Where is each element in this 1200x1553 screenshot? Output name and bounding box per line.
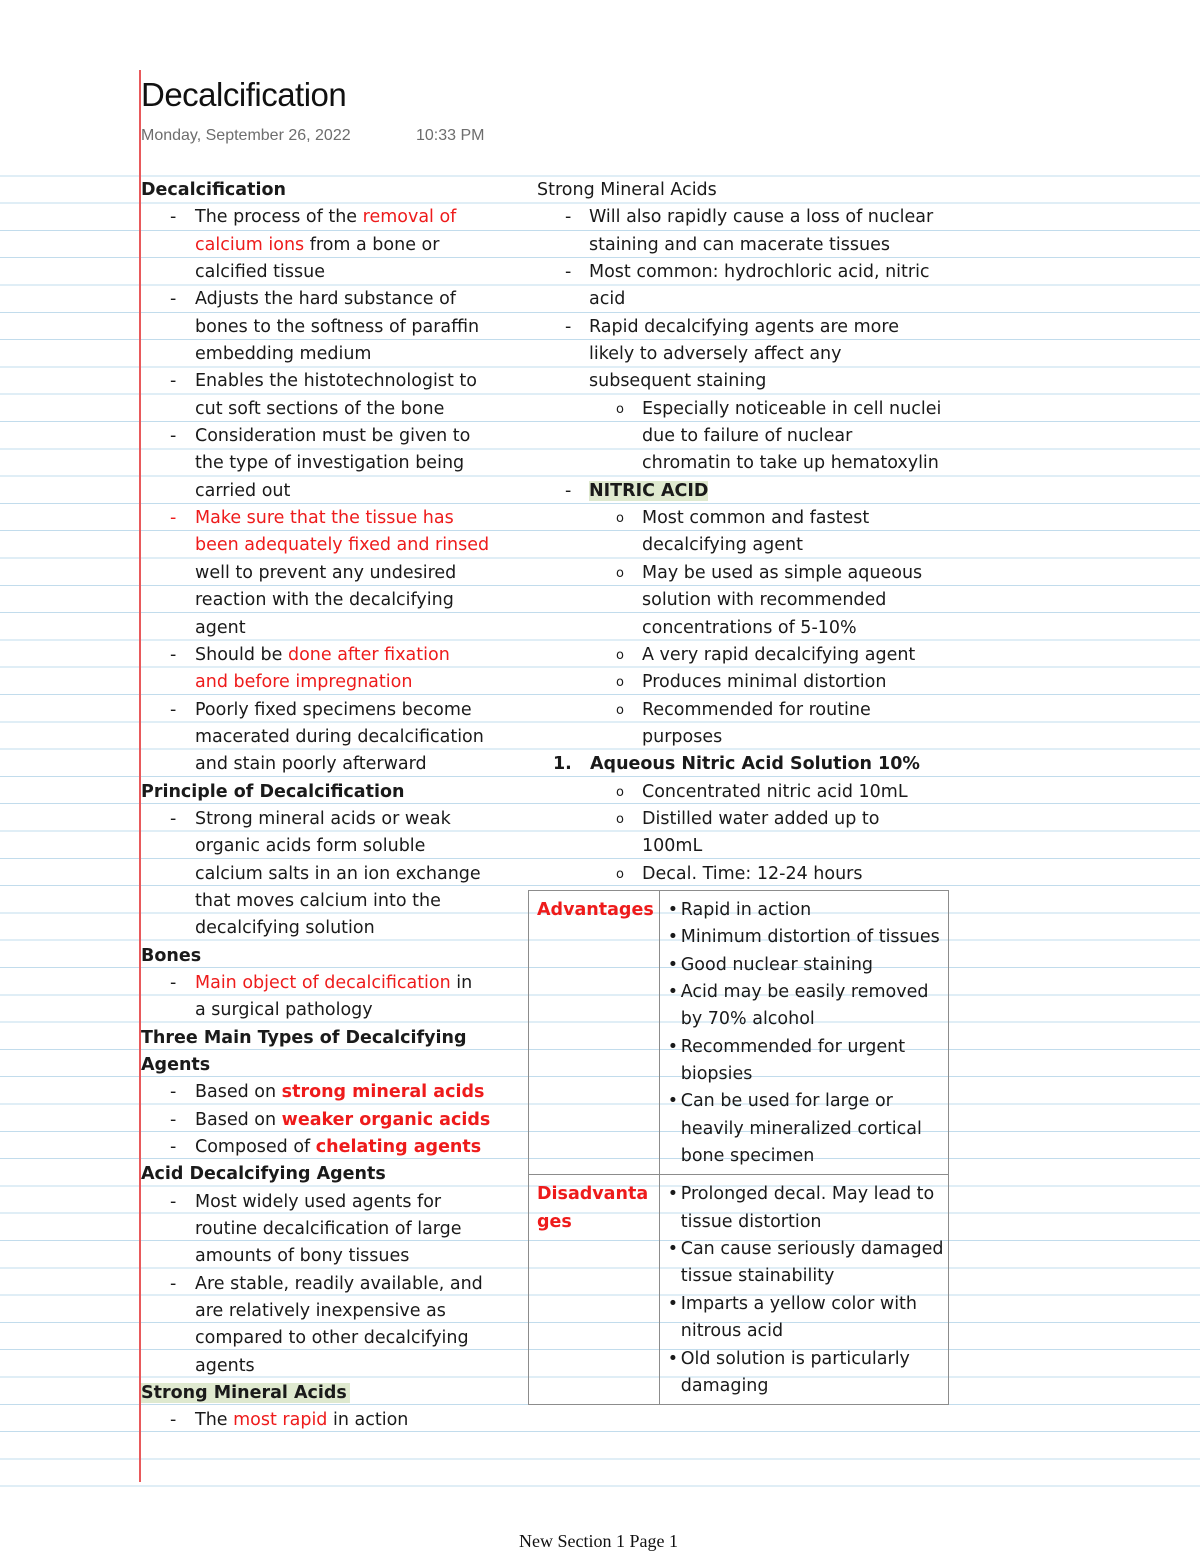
list-item: - Main object of decalcification in a surgical pathology bbox=[141, 970, 511, 1025]
list-item: - Rapid decalcifying agents are more likely to adversely affect any subsequent staining bbox=[537, 314, 957, 396]
dash-bullet: - bbox=[170, 972, 177, 993]
list-item: - Poorly fixed specimens become macerated during decalcification and stain poorly afterward bbox=[141, 697, 511, 779]
left-note-column[interactable] bbox=[141, 177, 511, 1435]
dash-bullet: - bbox=[565, 480, 572, 501]
dash-bullet: - bbox=[170, 1273, 177, 1294]
right-note-column[interactable] bbox=[537, 177, 957, 888]
circle-bullet: o bbox=[616, 784, 624, 800]
sub-list-item: o Especially noticeable in cell nuclei due to failure of nuclear chromatin to take up hematoxylin bbox=[537, 396, 957, 478]
list-item: - Consideration must be given to the type of investigation being carried out bbox=[141, 423, 511, 505]
page-date: Monday, September 26, 2022 bbox=[141, 127, 351, 144]
heading-decalcification: Decalcification bbox=[141, 180, 286, 200]
sub-list-item: o A very rapid decalcifying agent bbox=[537, 642, 957, 669]
circle-bullet: o bbox=[616, 702, 624, 718]
disadvantages-label: Disadvanta ges bbox=[529, 1175, 660, 1405]
page-title[interactable]: Decalcification bbox=[141, 76, 347, 113]
circle-bullet: o bbox=[616, 675, 624, 691]
disadvantages-cell[interactable]: • Prolonged decal. May lead to tissue distortion • Can cause seriously damaged tissue stainability • Imparts a yellow color with nitrous acid • Old solution is particularly damaging bbox=[659, 1175, 949, 1405]
circle-bullet: o bbox=[616, 866, 624, 882]
dash-bullet: - bbox=[565, 207, 572, 228]
list-item: - Adjusts the hard substance of bones to the softness of paraffin embedding medium bbox=[141, 286, 511, 368]
list-item: - Enables the histotechnologist to cut soft sections of the bone bbox=[141, 368, 511, 423]
sub-list-item: o Distilled water added up to 100mL bbox=[537, 806, 957, 861]
list-item: - Composed of chelating agents bbox=[141, 1134, 511, 1161]
dash-bullet: - bbox=[170, 289, 177, 310]
list-item: - Are stable, readily available, and are relatively inexpensive as compared to other decalcifying agents bbox=[141, 1271, 511, 1380]
dash-bullet: - bbox=[565, 262, 572, 283]
page-footer: New Section 1 Page 1 bbox=[519, 1531, 678, 1551]
dash-bullet: - bbox=[170, 1109, 177, 1130]
dash-bullet: - bbox=[170, 508, 177, 529]
list-item: - The most rapid in action bbox=[141, 1407, 511, 1434]
dash-bullet: - bbox=[170, 644, 177, 665]
dash-bullet: - bbox=[565, 316, 572, 337]
list-item: - Should be done after fixation and before impregnation bbox=[141, 642, 511, 697]
item-number: 1. bbox=[553, 754, 572, 775]
dash-bullet: - bbox=[170, 426, 177, 447]
dash-bullet: - bbox=[170, 699, 177, 720]
list-item: - Based on strong mineral acids bbox=[141, 1079, 511, 1106]
list-item: - The process of the removal of calcium ions from a bone or calcified tissue bbox=[141, 204, 511, 286]
circle-bullet: o bbox=[616, 401, 624, 417]
dash-bullet: - bbox=[170, 1191, 177, 1212]
dash-bullet: - bbox=[170, 207, 177, 228]
advantages-cell[interactable]: • Rapid in action • Minimum distortion of tissues • Good nuclear staining • Acid may be easily removed by 70% alcohol • Recommended for urgent biopsies • Can be used for large or heavily mineralized cortical bone specimen bbox=[659, 891, 949, 1175]
table-row bbox=[529, 1175, 949, 1405]
list-item: - Most common: hydrochloric acid, nitric acid bbox=[537, 259, 957, 314]
dash-bullet: - bbox=[170, 1082, 177, 1103]
heading-strong-mineral-acids: Strong Mineral Acids bbox=[537, 180, 717, 200]
sub-list-item: o Concentrated nitric acid 10mL bbox=[537, 779, 957, 806]
heading-acid-agents: Acid Decalcifying Agents bbox=[141, 1164, 386, 1185]
dash-bullet: - bbox=[170, 1410, 177, 1431]
sub-list-item: o May be used as simple aqueous solution with recommended concentrations of 5-10% bbox=[537, 560, 957, 642]
advantages-disadvantages-table[interactable] bbox=[528, 890, 949, 1405]
list-item bbox=[537, 478, 957, 505]
sub-list-item: o Produces minimal distortion bbox=[537, 669, 957, 696]
nitric-acid-highlight: NITRIC ACID bbox=[589, 480, 709, 501]
numbered-item: 1. Aqueous Nitric Acid Solution 10% bbox=[537, 751, 957, 778]
heading-strong-mineral-acids-highlighted: Strong Mineral Acids bbox=[141, 1383, 350, 1403]
sub-list-item: o Recommended for routine purposes bbox=[537, 697, 957, 752]
circle-bullet: o bbox=[616, 565, 624, 581]
heading-three-types: Three Main Types of Decalcifying bbox=[141, 1027, 467, 1048]
sub-list-item: o Most common and fastest decalcifying agent bbox=[537, 505, 957, 560]
circle-bullet: o bbox=[616, 647, 624, 663]
dash-bullet: - bbox=[170, 1137, 177, 1158]
page-time: 10:33 PM bbox=[416, 127, 485, 144]
list-item: - Make sure that the tissue has been adequately fixed and rinsed well to prevent any undesired reaction with the decalcifying agent bbox=[141, 505, 511, 642]
circle-bullet: o bbox=[616, 511, 624, 527]
list-item: - Most widely used agents for routine decalcification of large amounts of bony tissues bbox=[141, 1189, 511, 1271]
dash-bullet: - bbox=[170, 371, 177, 392]
list-item: - Will also rapidly cause a loss of nuclear staining and can macerate tissues bbox=[537, 204, 957, 259]
dash-bullet: - bbox=[170, 808, 177, 829]
table-row bbox=[529, 891, 949, 1175]
list-item: - Strong mineral acids or weak organic acids form soluble calcium salts in an ion exchange that moves calcium into the decalcifying solution bbox=[141, 806, 511, 943]
heading-principle: Principle of Decalcification bbox=[141, 781, 405, 802]
sub-list-item: o Decal. Time: 12-24 hours bbox=[537, 861, 957, 888]
heading-three-types-cont: Agents bbox=[141, 1055, 211, 1075]
circle-bullet: o bbox=[616, 811, 624, 827]
list-item: - Based on weaker organic acids bbox=[141, 1107, 511, 1134]
heading-bones: Bones bbox=[141, 945, 202, 966]
advantages-label: Advantages bbox=[529, 891, 660, 1175]
